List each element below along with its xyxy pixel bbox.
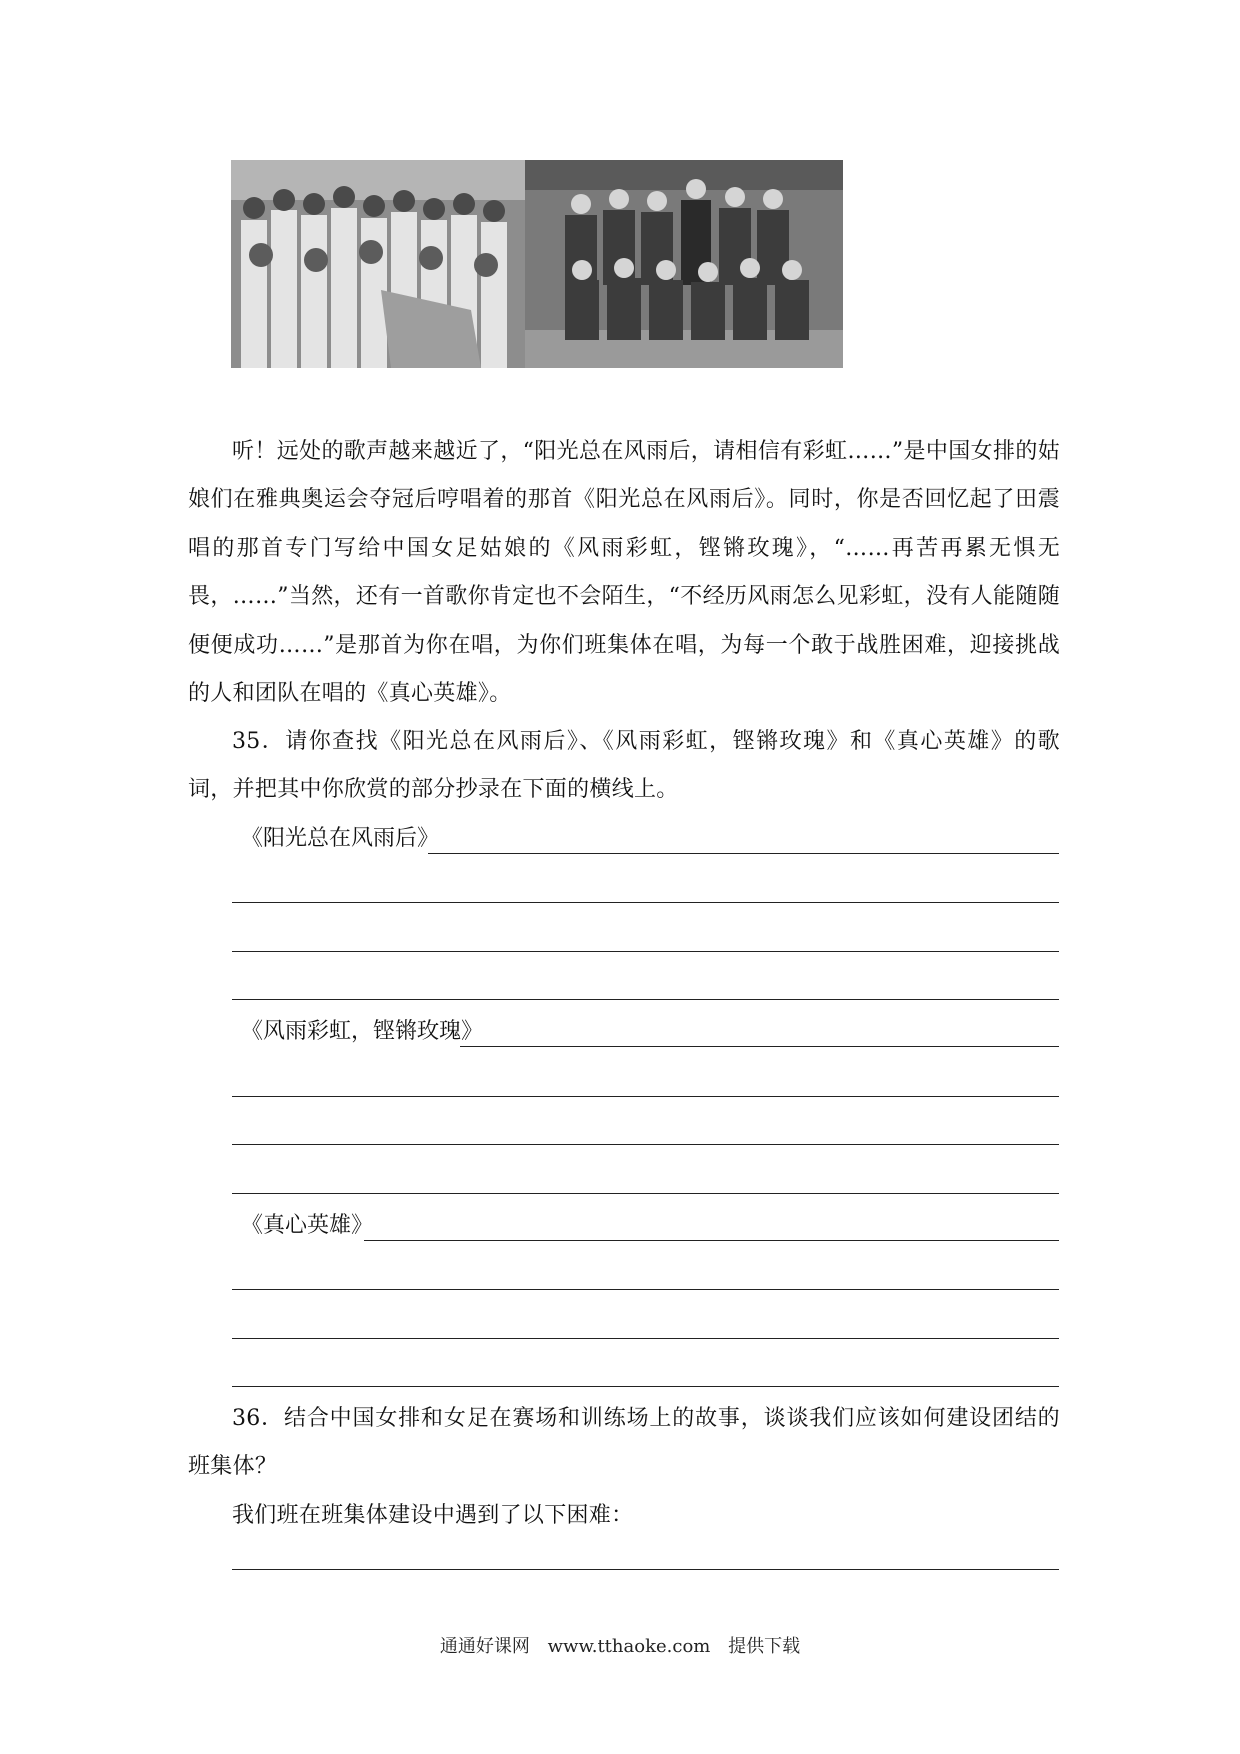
answer-line[interactable] xyxy=(232,999,1059,1000)
football-team-photo xyxy=(525,160,843,368)
song-3-answer-row[interactable] xyxy=(232,1201,1059,1241)
answer-line[interactable] xyxy=(232,1144,1059,1145)
question-36-prompt: 我们班在班集体建设中遇到了以下困难： xyxy=(232,1502,634,1528)
answer-line[interactable] xyxy=(232,1569,1059,1570)
answer-line[interactable] xyxy=(428,853,1059,854)
answer-line[interactable] xyxy=(232,902,1059,903)
page-footer xyxy=(0,1632,1240,1658)
answer-line[interactable] xyxy=(364,1240,1059,1241)
song-3-label: 《真心英雄》 xyxy=(241,1208,373,1239)
footer-url[interactable]: www.tthaoke.com xyxy=(547,1636,711,1657)
answer-line[interactable] xyxy=(232,951,1059,952)
question-36 xyxy=(188,1395,1060,1540)
question-35 xyxy=(188,718,1060,815)
question-36-text: 36．结合中国女排和女足在赛场和训练场上的故事，谈谈我们应该如何建设团结的班集体？ xyxy=(188,1406,1060,1480)
volleyball-team-photo xyxy=(231,160,525,368)
song-1-label: 《阳光总在风雨后》 xyxy=(241,821,439,852)
song-2-label: 《风雨彩虹，铿锵玫瑰》 xyxy=(241,1014,483,1045)
answer-line[interactable] xyxy=(232,1338,1059,1339)
answer-line[interactable] xyxy=(232,1096,1059,1097)
question-35-text: 35．请你查找《阳光总在风雨后》、《风雨彩虹，铿锵玫瑰》和《真心英雄》的歌词，并把其中你欣赏的部分抄录在下面的横线上。 xyxy=(188,729,1060,803)
answer-line[interactable] xyxy=(232,1193,1059,1194)
answer-line[interactable] xyxy=(232,1386,1059,1387)
answer-line[interactable] xyxy=(460,1046,1059,1047)
intro-paragraph xyxy=(188,428,1060,718)
footer-site-name: 通通好课网 xyxy=(439,1636,530,1657)
intro-text: 听！远处的歌声越来越近了，“阳光总在风雨后，请相信有彩虹……”是中国女排的姑娘们在雅典奥运会夺冠后哼唱着的那首《阳光总在风雨后》。同时，你是否回忆起了田震唱的那首专门写给中国女足姑娘的《风雨彩虹，铿锵玫瑰》，“……再苦再累无惧无畏，……”当然，还有一首歌你肯定也不会陌生，“不经历风雨怎么见彩虹，没有人能随随便便成功……”是那首为你在唱，为你们班集体在唱，为每一个敢于战胜困难，迎接挑战的人和团队在唱的《真心英雄》。 xyxy=(188,439,1060,707)
photo-strip xyxy=(231,160,843,368)
footer-suffix: 提供下载 xyxy=(728,1636,801,1657)
song-2-answer-row[interactable] xyxy=(232,1007,1059,1047)
song-1-answer-row[interactable] xyxy=(232,814,1059,854)
answer-line[interactable] xyxy=(232,1289,1059,1290)
